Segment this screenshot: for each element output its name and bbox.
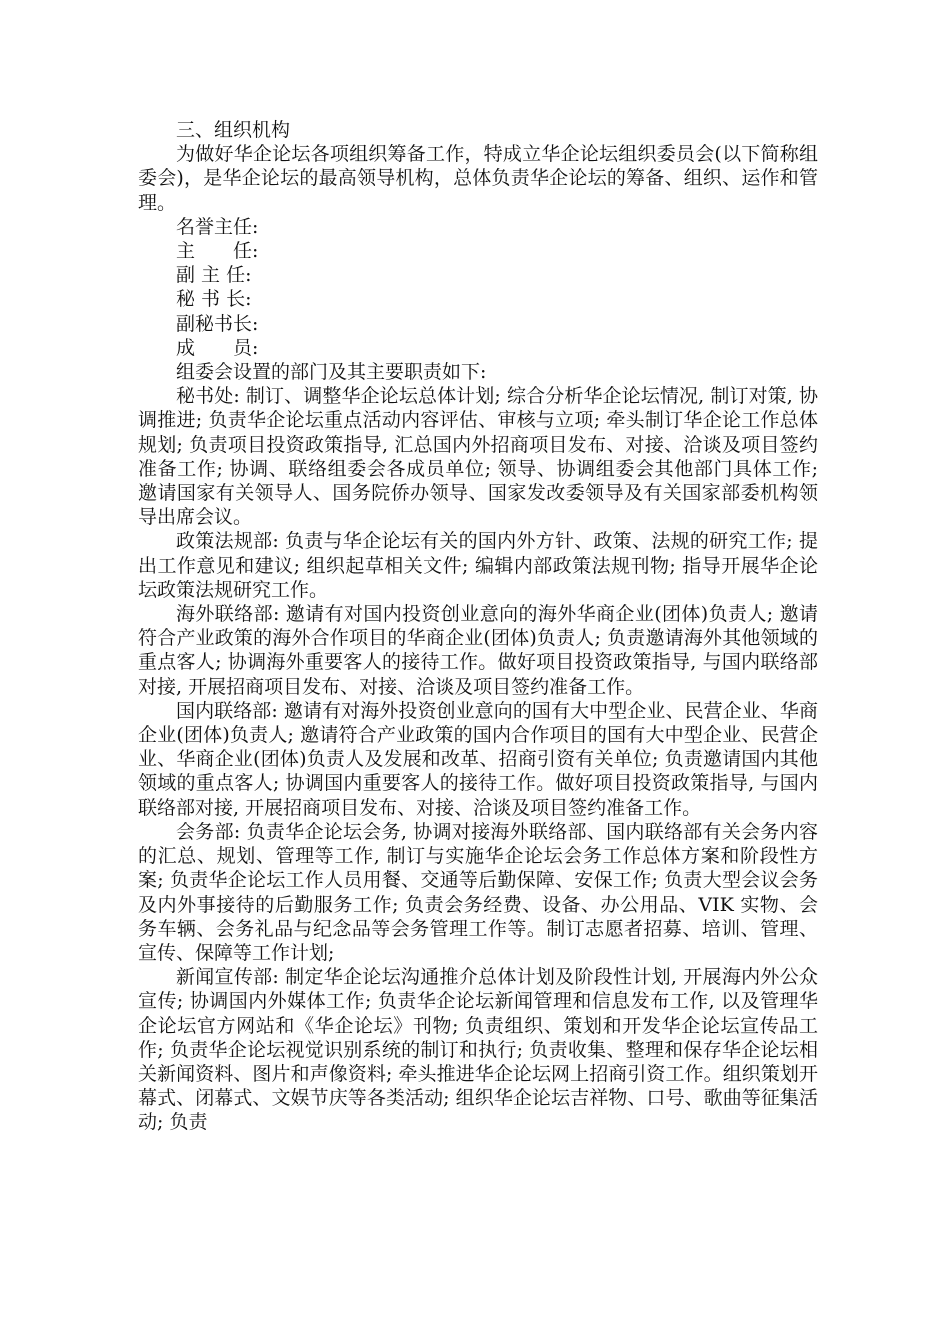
department-domestic-liaison: 国内联络部: 邀请有对海外投资创业意向的国有大中型企业、民营企业、华商企业(团体)负责人; 邀请符合产业政策的国内合作项目的国有大中型企业、民营企业、华商企业(团体)负责人及发展和改革、招商引资有关单位; 负责邀请国内其他领域的重点客人; 协调国内重要客人的接待工作。做好项目投资政策指导, 与国内联络部对接, 开展招商项目发布、对接、洽谈及项目签约准备工作。 [138, 699, 818, 819]
role-label: 主 任: [176, 240, 259, 263]
role-honorary-director [138, 215, 818, 239]
role-director [138, 239, 818, 263]
document-body [138, 118, 818, 1135]
role-label: 副秘书长: [176, 312, 259, 335]
role-secretary-general [138, 287, 818, 311]
role-deputy-director [138, 263, 818, 287]
department-policy-regulation: 政策法规部: 负责与华企论坛有关的国内外方针、政策、法规的研究工作; 提出工作意见和建议; 组织起草相关文件; 编辑内部政策法规刊物; 指导开展华企论坛政策法规研究工作。 [138, 530, 818, 601]
role-label: 秘 书 长: [176, 288, 252, 311]
department-overseas-liaison: 海外联络部: 邀请有对国内投资创业意向的海外华商企业(团体)负责人; 邀请符合产业政策的海外合作项目的华商企业(团体)负责人; 负责邀请海外其他领域的重点客人; 协调海外重要客人的接待工作。做好项目投资政策指导, 与国内联络部对接, 开展招商项目发布、对接、洽谈及项目签约准备工作。 [138, 603, 818, 698]
department-secretariat: 秘书处: 制订、调整华企论坛总体计划; 综合分析华企论坛情况, 制订对策, 协调推进; 负责华企论坛重点活动内容评估、审核与立项; 牵头制订华企论工作总体规划; 负责项目投资政策指导, 汇总国内外招商项目发布、对接、洽谈及项目签约准备工作; 协调、联络组委会各成员单位; 领导、协调组委会其他部门具体工作; 邀请国家有关领导人、国务院侨办领导、国家发改委领导及有关国家部委机构领导出席会议。 [138, 385, 818, 529]
role-label: 成 员: [176, 336, 259, 359]
role-label: 副 主 任: [176, 264, 252, 287]
intro-paragraph: 为做好华企论坛各项组织筹备工作，特成立华企论坛组织委员会(以下简称组委会)，是华企论坛的最高领导机构，总体负责华企论坛的筹备、组织、运作和管理。 [138, 143, 818, 214]
role-deputy-secretary-general [138, 312, 818, 336]
department-conference-affairs: 会务部: 负责华企论坛会务, 协调对接海外联络部、国内联络部有关会务内容的汇总、规划、管理等工作, 制订与实施华企论坛会务工作总体方案和阶段性方案; 负责华企论坛工作人员用餐、交通等后勤保障、安保工作; 负责大型会议会务及内外事接待的后勤服务工作; 负责会务经费、设备、办公用品、VIK 实物、会务车辆、会务礼品与纪念品等会务管理工作等。制订志愿者招募、培训、管理、宣传、保障等工作计划; [138, 820, 818, 964]
role-label: 名誉主任: [176, 215, 259, 238]
section-heading: 三、组织机构 [176, 119, 291, 141]
department-news-publicity: 新闻宣传部: 制定华企论坛沟通推介总体计划及阶段性计划, 开展海内外公众宣传; 协调国内外媒体工作; 负责华企论坛新闻管理和信息发布工作, 以及管理华企论坛官方网站和《华企论坛》刊物; 负责组织、策划和开发华企论坛宣传品工作; 负责华企论坛视觉识别系统的制订和执行; 负责收集、整理和保存华企论坛相关新闻资料、图片和声像资料; 牵头推进华企论坛网上招商引资工作。组织策划开幕式、闭幕式、文娱节庆等各类活动; 组织华企论坛吉祥物、口号、歌曲等征集活动; 负责 [138, 966, 818, 1134]
departments-intro: 组委会设置的部门及其主要职责如下: [176, 361, 487, 384]
role-members [138, 336, 818, 360]
